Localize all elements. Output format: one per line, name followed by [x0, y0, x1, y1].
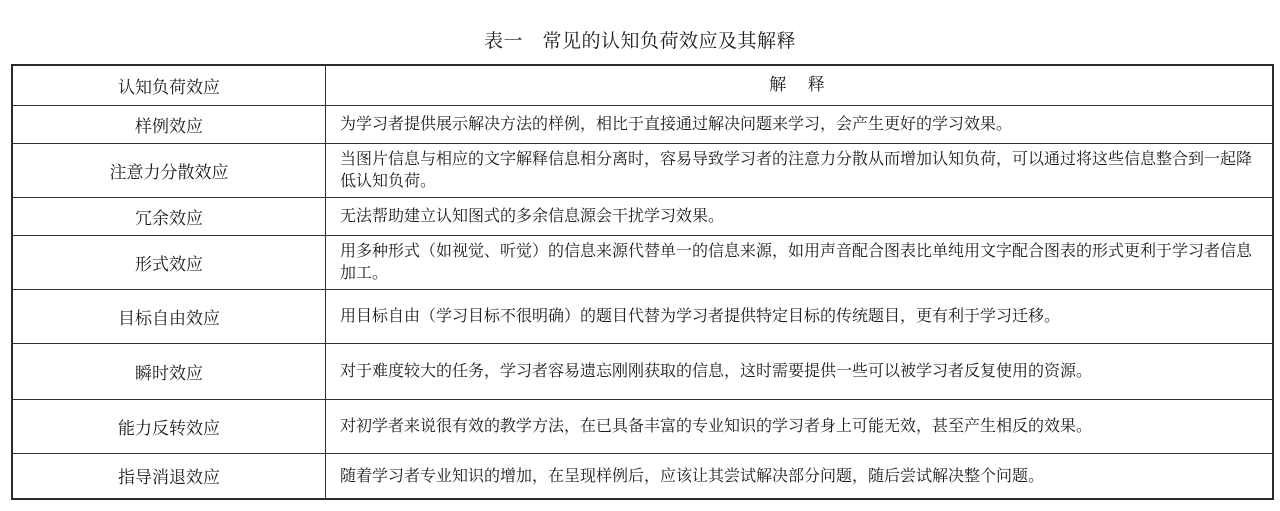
header-effect: 认知负荷效应 — [12, 65, 326, 105]
effect-cell: 瞬时效应 — [12, 343, 326, 399]
table-row — [12, 197, 1273, 235]
explanation-cell: 无法帮助建立认知图式的多余信息源会干扰学习效果。 — [326, 197, 1274, 235]
explanation-cell: 对于难度较大的任务，学习者容易遗忘刚刚获取的信息，这时需要提供一些可以被学习者反复使用的资源。 — [326, 343, 1274, 399]
explanation-cell: 随着学习者专业知识的增加，在呈现样例后，应该让其尝试解决部分问题，随后尝试解决整个问题。 — [326, 453, 1274, 499]
header-explanation: 解 释 — [326, 65, 1274, 105]
table-row — [12, 453, 1273, 499]
effect-cell: 指导消退效应 — [12, 453, 326, 499]
effect-cell: 样例效应 — [12, 105, 326, 143]
explanation-cell: 用多种形式（如视觉、听觉）的信息来源代替单一的信息来源，如用声音配合图表比单纯用文字配合图表的形式更利于学习者信息加工。 — [326, 235, 1274, 289]
effect-cell: 目标自由效应 — [12, 289, 326, 343]
table-header-row — [12, 65, 1273, 105]
explanation-cell: 对初学者来说很有效的教学方法，在已具备丰富的专业知识的学习者身上可能无效，甚至产生相反的效果。 — [326, 399, 1274, 453]
effect-cell: 能力反转效应 — [12, 399, 326, 453]
effects-table — [11, 64, 1274, 500]
table-row — [12, 289, 1273, 343]
explanation-cell: 当图片信息与相应的文字解释信息相分离时，容易导致学习者的注意力分散从而增加认知负荷，可以通过将这些信息整合到一起降低认知负荷。 — [326, 143, 1274, 197]
effect-cell: 冗余效应 — [12, 197, 326, 235]
effect-cell: 注意力分散效应 — [12, 143, 326, 197]
table-row — [12, 399, 1273, 453]
effect-cell: 形式效应 — [12, 235, 326, 289]
table-row — [12, 143, 1273, 197]
table-row — [12, 235, 1273, 289]
table-row — [12, 105, 1273, 143]
table-row — [12, 343, 1273, 399]
explanation-cell: 用目标自由（学习目标不很明确）的题目代替为学习者提供特定目标的传统题目，更有利于学习迁移。 — [326, 289, 1274, 343]
table-title: 表一 常见的认知负荷效应及其解释 — [483, 30, 796, 52]
explanation-cell: 为学习者提供展示解决方法的样例，相比于直接通过解决问题来学习，会产生更好的学习效果。 — [326, 105, 1274, 143]
